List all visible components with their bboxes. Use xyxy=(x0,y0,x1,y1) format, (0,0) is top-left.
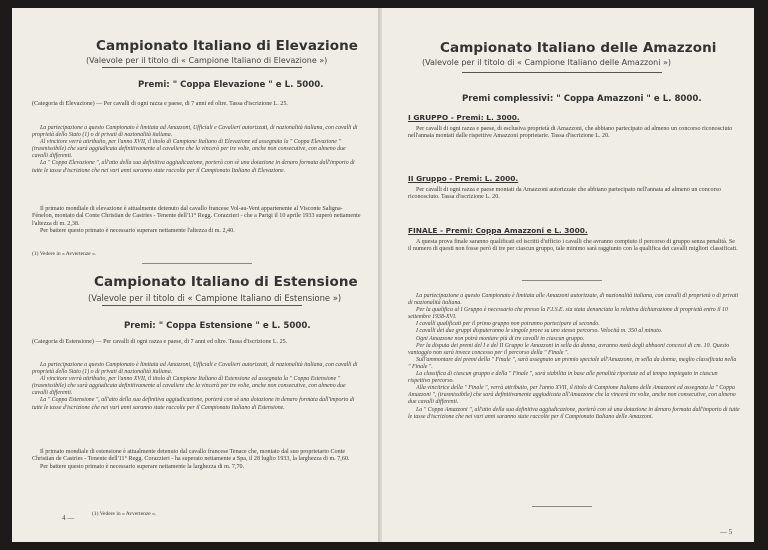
page-number: 4 — xyxy=(62,514,75,522)
paragraph: Al vincitore verrà attribuito, per l'anno XVII, il titolo di Campione Italiano di Elevazione ed assegnata la " Coppa Elevazione " (trasmissibile) che sarà aggiudicata definitivamente al cavaliere che la vincerà per tre volte, anche non consecutive, con almeno due cavalli differenti. xyxy=(32,139,346,160)
right-page xyxy=(382,8,754,542)
paragraph: Per la disputa dei premi del I e del II Gruppo le Amazzoni in sella da donna, avranno metà degli abbuoni concessi di cm. 10. Questo vantaggio non sarà invece concesso per il percorso della " Finale ". xyxy=(408,342,730,356)
footnote: (1) Vedere in « Avvertenze ». xyxy=(92,511,157,517)
finale-text: A questa prova finale saranno qualificati ed iscritti d'ufficio i cavalli che avranno compiuto il percorso di gruppo senza penalità. Se il numero di questi non fosse però di tre per ciascun gruppo, tale minimo sarà raggiunto con la qualifica dei cavalli migliori classificati. xyxy=(408,239,738,253)
record-estensione xyxy=(32,449,362,471)
divider xyxy=(102,67,302,68)
page-number: — 5 xyxy=(720,528,733,536)
paragraph: La " Coppa Estensione ", all'atto della sua definitiva aggiudicazione, porterà con sè una dotazione in denaro formata dall'importo di tutte le tasse d'iscrizione che nei vari anni saranno state raccolte per il Campionato Italiano di Estensione. xyxy=(32,397,355,411)
group2-text: Per cavalli di ogni razza e paese montati da Amazzoni autorizzate che abbiano partecipato nell'annata ad almeno un concorso riconosciuto. Tassa d'iscrizione L. 20. xyxy=(408,187,721,201)
paragraph: Per battere questo primato è necessario superare nettamente l'altezza di m. 2,40. xyxy=(40,227,235,234)
paragraph: Sull'ammontare dei premi della " Finale ", sarà assegnato un premio speciale all'Amazzone, in sella da donna, meglio classificata nella " Finale ". xyxy=(408,356,737,370)
rules-amazzoni xyxy=(408,293,740,421)
divider xyxy=(532,506,592,507)
subtitle-amazzoni: (Valevole per il titolo di « Campione Italiano delle Amazzoni ») xyxy=(422,58,671,67)
paragraph: Il primato mondiale di estensione è attualmente detenuto dal cavallo francese Tenace che, montato dal suo proprietario Conte Christian de Castries - Tenente dell'11° Regg. Corazzieri - ha superato nettamente a Spa, il 28 luglio 1933, la larghezza di m. 7,60. xyxy=(32,449,350,463)
divider xyxy=(142,263,252,264)
group2-heading: II Gruppo - Premi: L. 2000. xyxy=(408,174,519,183)
subtitle-elevazione: (Valevole per il titolo di « Campione Italiano di Elevazione ») xyxy=(86,56,328,65)
rules-elevazione xyxy=(32,125,362,175)
divider xyxy=(522,280,602,281)
paragraph: Al vincitore verrà attribuito, per l'anno XVII, il titolo di Campione Italiano di Estensione ed assegnata la " Coppa Estensione " (trasmissibile) che sarà aggiudicata definitivamente al cavaliere che la vincerà per tre volte, anche non consecutive, con almeno due cavalli differenti. xyxy=(32,376,346,397)
paragraph: La " Coppa Elevazione ", all'atto della sua definitiva aggiudicazione, porterà con sè una dotazione in denaro formata dall'importo di tutte le tasse d'iscrizione che nei vari anni saranno state raccolte per il Campionato Italiano di Elevazione. xyxy=(32,160,355,174)
paragraph: Il primato mondiale di elevazione è attualmente detenuto dal cavallo francese Vol-au-Vent appartenente al Visconte Saligna-Fénelon, montato dal Conte Christian de Castries - Tenente dell'11° Regg. Corazzieri - che a Parigi il 10 aprile 1933 superò nettamente l'altezza di m. 2,38. xyxy=(32,206,361,227)
prize-elevazione: Premi: " Coppa Elevazione " e L. 5000. xyxy=(138,80,324,90)
record-elevazione xyxy=(32,206,362,235)
category-elevazione: (Categoria di Elevazione) — Per cavalli di ogni razza e paese, di 7 anni ed oltre. Tassa d'iscrizione L. 25. xyxy=(32,101,288,107)
paragraph: Alla vincitrice della " Finale ", verrà attribuito, per l'anno XVII, il titolo di Campione Italiano delle Amazzoni ed assegnata la " Coppa Amazzoni ", (trasmissibile) che sarà definitivamente aggiudicata all'Amazzone che la vincerà tre volte, anche non consecutive, con almeno due cavalli differenti. xyxy=(408,385,736,406)
prize-amazzoni: Premi complessivi: " Coppa Amazzoni " e L. 8000. xyxy=(462,94,702,104)
paragraph: I cavalli dei due gruppi disputeranno le singole prove su uno stesso percorso. Velocità m. 350 al minuto. xyxy=(416,328,663,335)
paragraph: I cavalli qualificati per il primo gruppo non potranno partecipare al secondo. xyxy=(416,321,600,328)
paragraph: La partecipazione a questo Campionato è limitata alle Amazzoni autorizzate, di nazionalità italiana, con cavalli di proprietà o di privati di nazionalità italiana. xyxy=(408,293,739,307)
title-amazzoni: Campionato Italiano delle Amazzoni xyxy=(440,40,717,56)
title-elevazione: Campionato Italiano di Elevazione xyxy=(96,38,359,54)
left-page xyxy=(12,8,381,542)
paragraph: La " Coppa Amazzoni ", all'atto della sua definitiva aggiudicazione, porterà con sè una dotazione in denaro formata dall'importo di tutte le tasse d'iscrizione che nei vari anni saranno state raccolte per il Campionato Italiano delle Amazzoni. xyxy=(408,406,740,420)
paragraph: La partecipazione a questo Campionato è limitata ad Amazzoni, Ufficiali e Cavalieri autorizzati, di nazionalità italiana, con cavalli di proprietà dello Stato (1) o di privati di nazionalità italiana. xyxy=(32,125,358,139)
finale-heading: FINALE - Premi: Coppa Amazzoni e L. 3000. xyxy=(408,226,588,235)
paragraph: Per battere questo primato è necessario superare nettamente la larghezza di m. 7,70. xyxy=(40,463,245,470)
paragraph: La partecipazione a questo Campionato è limitata ad Amazzoni, Ufficiali e Cavalieri autorizzati, di nazionalità italiana, con cavalli di proprietà dello Stato (1) o di privati di nazionalità italiana. xyxy=(32,362,358,376)
category-estensione: (Categoria di Estensione) — Per cavalli di ogni razza e paese, di 7 anni ed oltre. Tassa d'iscrizione L. 25. xyxy=(32,339,288,345)
group1-heading: I GRUPPO - Premi: L. 3000. xyxy=(408,113,520,122)
prize-estensione: Premi: " Coppa Estensione " e L. 5000. xyxy=(124,321,311,331)
footnote: (1) Vedere in « Avvertenze ». xyxy=(32,251,97,257)
subtitle-estensione: (Valevole per il titolo di « Campione Italiano di Estensione ») xyxy=(88,293,342,303)
group1-text: Per cavalli di ogni razza e paese, di esclusiva proprietà di Amazzoni, che abbiano partecipato ad almeno un concorso riconosciuto nell'annata montati dalle rispettive Amazzoni proprietarie. Tassa d'iscrizione L. 20. xyxy=(408,126,733,140)
paragraph: La classifica di ciascun gruppo e della " Finale ", sarà stabilita in base alle penalità riportate ed al tempo impiegato in ciascun rispettivo percorso. xyxy=(408,371,718,385)
paragraph: Ogni Amazzone non potrà montare più di tre cavalli in ciascun gruppo. xyxy=(416,335,585,342)
divider xyxy=(462,72,662,73)
divider xyxy=(102,305,302,306)
rules-estensione xyxy=(32,362,362,412)
title-estensione: Campionato Italiano di Estensione xyxy=(94,274,358,290)
paragraph: Per la qualifica al I Gruppo è necessario che presso la F.I.S.E. sia stata denunciata la relativa dichiarazione di proprietà entro il 10 settembre 1938-XVI. xyxy=(408,307,728,321)
